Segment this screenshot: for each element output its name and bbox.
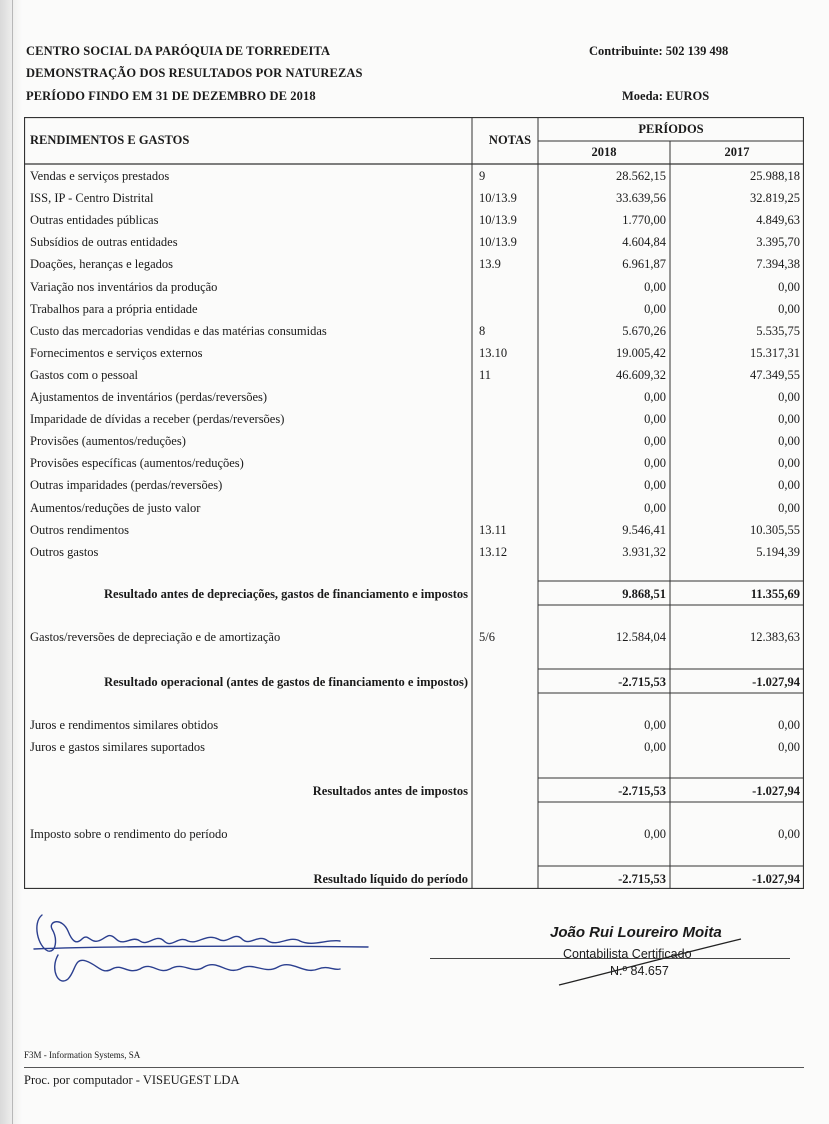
row-value-2017: 4.849,63: [756, 213, 800, 228]
row-value-2018: 1.770,00: [622, 213, 666, 228]
row-value-2017: 0,00: [778, 390, 800, 404]
row-value-2017: 5.535,75: [756, 323, 800, 338]
row-note: 13.10: [479, 345, 508, 360]
col-header-notes: NOTAS: [488, 133, 532, 147]
taxpayer-number: Contribuinte: 502 139 498: [589, 44, 729, 58]
row-label: Doações, heranças e legados: [30, 257, 173, 272]
row-label: Imparidade de dívidas a receber (perdas/reversões): [30, 412, 285, 427]
statement-title: DEMONSTRAÇÃO DOS RESULTADOS POR NATUREZAS: [26, 66, 363, 80]
row-value-2018: 0,00: [644, 478, 666, 493]
net-2018: -2.715,53: [618, 872, 666, 886]
col-header-periods: PERÍODOS: [638, 122, 704, 136]
interest-expense-2018: 0,00: [644, 740, 666, 754]
software-credit: F3M - Information Systems, SA: [24, 1050, 141, 1060]
tax-2017: 0,00: [778, 827, 800, 841]
accountant-signature-stroke: [555, 935, 745, 990]
row-label: Ajustamentos de inventários (perdas/reversões): [30, 390, 268, 404]
row-value-2018: 5.670,26: [622, 323, 666, 338]
row-note: 10/13.9: [479, 235, 517, 250]
row-value-2017: 47.349,55: [750, 367, 800, 382]
row-value-2017: 0,00: [778, 279, 800, 294]
interest-expense-2017: 0,00: [778, 740, 800, 754]
row-value-2018: 0,00: [644, 390, 666, 404]
row-note: 8: [479, 323, 486, 338]
row-value-2017: 0,00: [778, 456, 800, 471]
depreciation-2018: 12.584,04: [616, 630, 666, 644]
accountant-name: João Rui Loureiro Moita: [550, 924, 722, 941]
col-header-2017: 2017: [724, 145, 750, 159]
scan-edge: [12, 0, 13, 1124]
row-note: 11: [479, 367, 492, 382]
row-note: 13.11: [479, 522, 507, 537]
pretax-2017: -1.027,94: [752, 784, 800, 798]
currency: Moeda: EUROS: [622, 89, 710, 103]
row-note: 13.9: [479, 257, 501, 272]
net-label: Resultado líquido do período: [313, 872, 468, 886]
ebitda-2018: 9.868,51: [622, 587, 666, 601]
interest-income-label: Juros e rendimentos similares obtidos: [30, 718, 219, 732]
ebitda-label: Resultado antes de depreciações, gastos de financiamento e impostos: [104, 587, 468, 601]
footer-rule: [24, 1067, 804, 1068]
operating-2018: -2.715,53: [618, 675, 666, 689]
scan-shadow: [0, 0, 22, 1124]
row-value-2018: 33.639,56: [616, 191, 666, 206]
row-label: Gastos com o pessoal: [30, 367, 138, 382]
col-header-title: RENDIMENTOS E GASTOS: [30, 133, 190, 147]
row-label: Custo das mercadorias vendidas e das matérias consumidas: [30, 323, 327, 338]
depreciation-2017: 12.383,63: [750, 630, 800, 644]
row-value-2018: 19.005,42: [616, 345, 666, 360]
row-value-2018: 6.961,87: [622, 257, 666, 272]
row-label: Provisões (aumentos/reduções): [30, 434, 186, 449]
row-note: 10/13.9: [479, 213, 517, 228]
row-value-2018: 0,00: [644, 500, 666, 515]
row-value-2017: 0,00: [778, 434, 800, 449]
income-statement-table: [24, 117, 804, 889]
row-label: Variação nos inventários da produção: [30, 279, 218, 294]
row-label: ISS, IP - Centro Distrital: [30, 191, 154, 206]
row-value-2017: 7.394,38: [756, 257, 800, 272]
row-value-2017: 15.317,31: [750, 345, 800, 360]
row-label: Vendas e serviços prestados: [30, 169, 170, 183]
ebitda-2017: 11.355,69: [750, 587, 800, 601]
row-value-2018: 9.546,41: [622, 522, 666, 537]
row-label: Outras imparidades (perdas/reversões): [30, 478, 223, 493]
row-value-2018: 0,00: [644, 279, 666, 294]
handwritten-signatures: [28, 895, 388, 990]
row-value-2018: 28.562,15: [616, 169, 666, 183]
row-label: Subsídios de outras entidades: [30, 235, 178, 250]
col-header-2018: 2018: [591, 145, 617, 159]
interest-expense-label: Juros e gastos similares suportados: [30, 740, 205, 754]
row-value-2018: 0,00: [644, 412, 666, 427]
row-value-2017: 3.395,70: [756, 235, 800, 250]
net-2017: -1.027,94: [752, 872, 800, 886]
row-value-2017: 5.194,39: [756, 544, 800, 559]
entity-name: CENTRO SOCIAL DA PARÓQUIA DE TORREDEITA: [26, 44, 331, 58]
pretax-2018: -2.715,53: [618, 784, 666, 798]
period-title: PERÍODO FINDO EM 31 DE DEZEMBRO DE 2018: [26, 89, 316, 103]
tax-2018: 0,00: [644, 827, 666, 841]
pretax-label: Resultados antes de impostos: [312, 784, 468, 798]
row-value-2018: 46.609,32: [616, 367, 666, 382]
operating-2017: -1.027,94: [752, 675, 800, 689]
row-label: Fornecimentos e serviços externos: [30, 345, 203, 360]
row-label: Outras entidades públicas: [30, 213, 159, 228]
accountant-title: Contabilista Certificado: [563, 947, 692, 961]
tax-label: Imposto sobre o rendimento do período: [30, 827, 228, 841]
processed-by: Proc. por computador - VISEUGEST LDA: [24, 1073, 240, 1087]
operating-label: Resultado operacional (antes de gastos de financiamento e impostos): [104, 675, 468, 689]
row-label: Trabalhos para a própria entidade: [30, 301, 198, 316]
interest-income-2018: 0,00: [644, 718, 666, 732]
row-note: 9: [479, 169, 486, 183]
row-value-2018: 0,00: [644, 456, 666, 471]
row-value-2017: 0,00: [778, 500, 800, 515]
row-value-2018: 0,00: [644, 301, 666, 316]
row-value-2018: 3.931,32: [622, 544, 666, 559]
row-label: Provisões específicas (aumentos/reduções): [30, 456, 244, 471]
interest-income-2017: 0,00: [778, 718, 800, 732]
depreciation-note: 5/6: [479, 630, 495, 644]
row-value-2017: 0,00: [778, 412, 800, 427]
row-value-2017: 0,00: [778, 478, 800, 493]
row-label: Outros gastos: [30, 544, 99, 559]
row-note: 13.12: [479, 544, 508, 559]
row-value-2017: 32.819,25: [750, 191, 800, 206]
row-value-2017: 25.988,18: [750, 169, 800, 183]
row-value-2018: 0,00: [644, 434, 666, 449]
row-label: Aumentos/reduções de justo valor: [30, 500, 201, 515]
row-note: 10/13.9: [479, 191, 517, 206]
depreciation-label: Gastos/reversões de depreciação e de amortização: [30, 630, 281, 644]
row-value-2017: 0,00: [778, 301, 800, 316]
row-value-2018: 4.604,84: [622, 235, 666, 250]
row-value-2017: 10.305,55: [750, 522, 800, 537]
accountant-number: N.º 84.657: [610, 964, 669, 978]
row-label: Outros rendimentos: [30, 522, 129, 537]
